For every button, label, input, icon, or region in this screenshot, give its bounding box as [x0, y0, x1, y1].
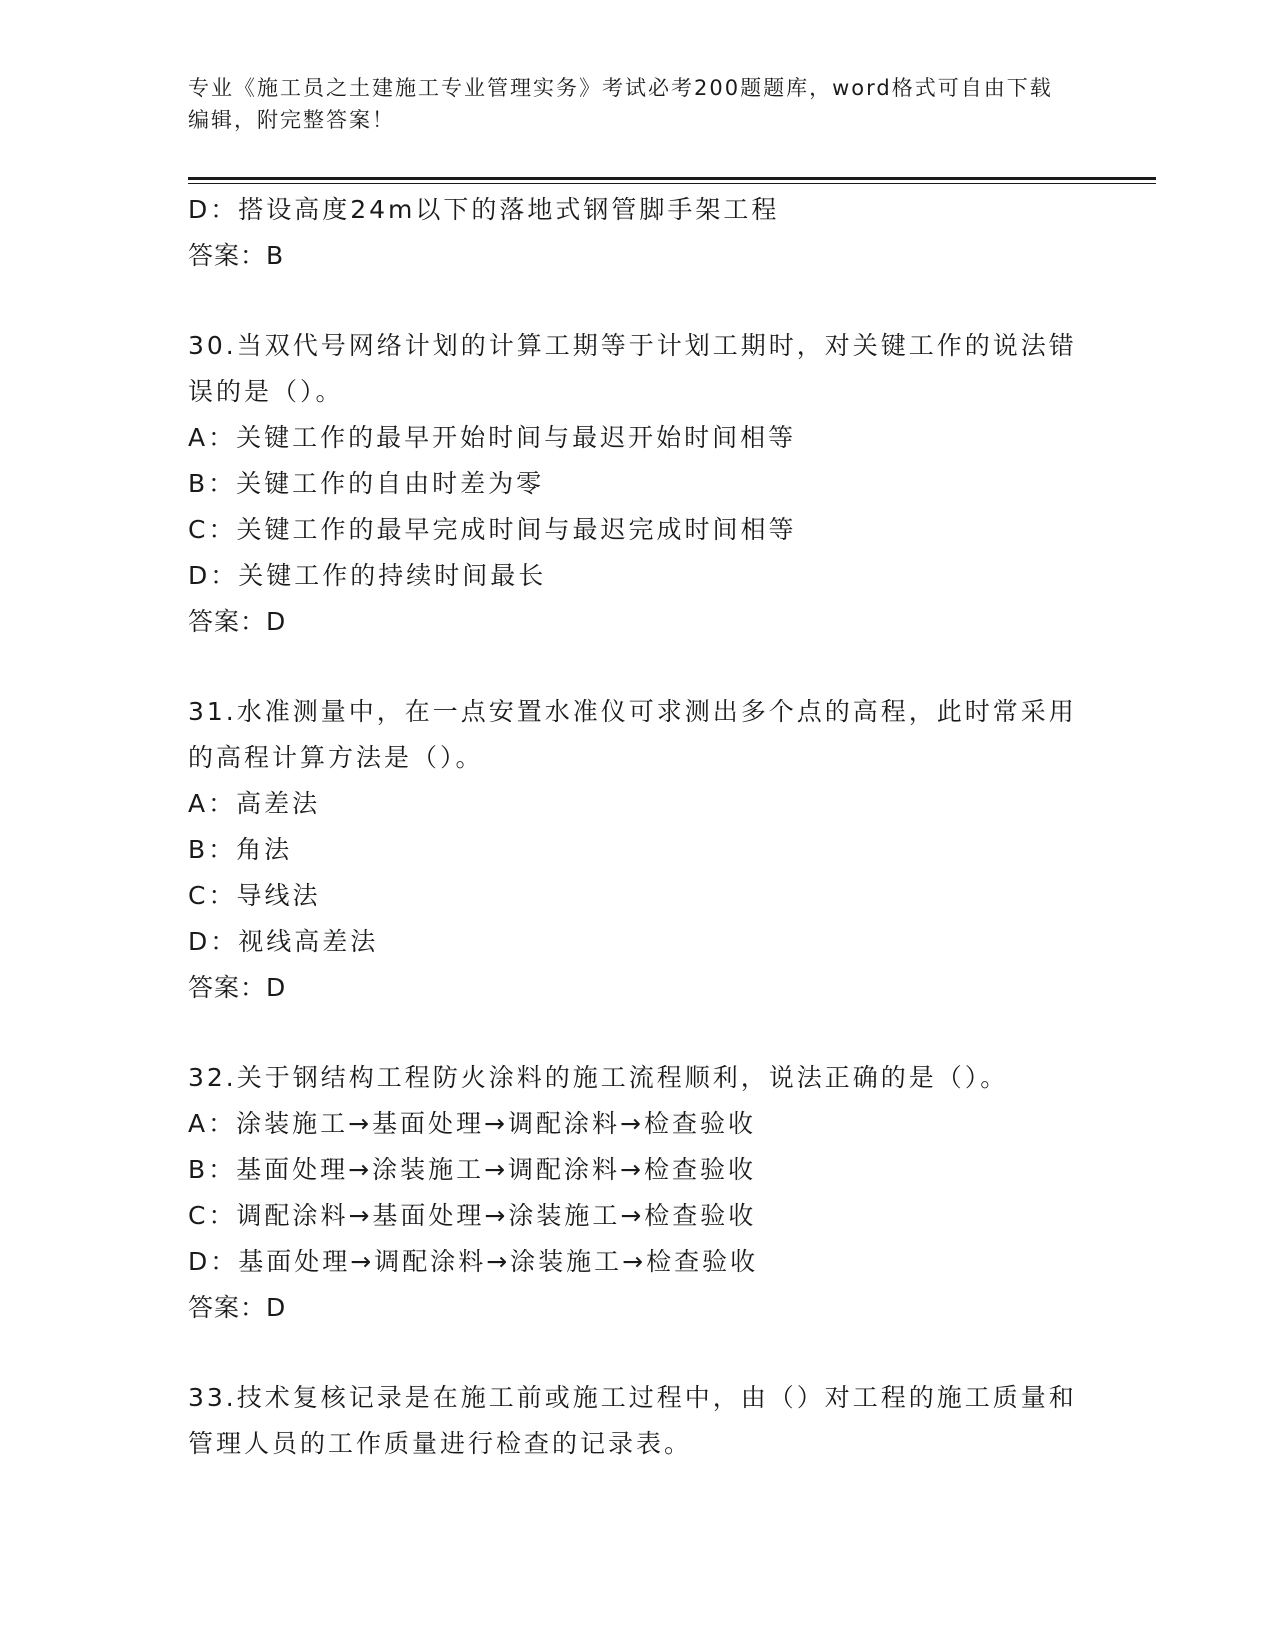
header-rule-thick: [188, 177, 1156, 180]
question-stem: 32.关于钢结构工程防火涂料的施工流程顺利，说法正确的是（）。: [188, 1063, 1009, 1092]
question-stem: 30.当双代号网络计划的计算工期等于计划工期时，对关键工作的说法错误的是（）。: [188, 331, 1077, 406]
answer: 答案：D: [188, 607, 287, 636]
option-d: D：搭设高度24m以下的落地式钢管脚手架工程: [188, 195, 780, 224]
document-body: [188, 187, 1088, 1467]
question-stem: 33.技术复核记录是在施工前或施工过程中，由（）对工程的施工质量和管理人员的工作质量进行检查的记录表。: [188, 1383, 1077, 1458]
answer: 答案：D: [188, 1293, 287, 1322]
spacer: [188, 1331, 1088, 1375]
option-d: D：视线高差法: [188, 927, 379, 956]
document-header: 专业《施工员之土建施工专业管理实务》考试必考200题题库，word格式可自由下载编辑，附完整答案！: [188, 76, 1053, 132]
option-c: C：关键工作的最早完成时间与最迟完成时间相等: [188, 515, 797, 544]
answer: 答案：D: [188, 973, 287, 1002]
header-rule-thin: [188, 183, 1156, 184]
question-33: [188, 1375, 1088, 1467]
option-c: C：导线法: [188, 881, 321, 910]
option-d: D：关键工作的持续时间最长: [188, 561, 547, 590]
option-c: C：调配涂料→基面处理→涂装施工→检查验收: [188, 1201, 757, 1230]
option-a: A：涂装施工→基面处理→调配涂料→检查验收: [188, 1109, 756, 1138]
answer: 答案：B: [188, 241, 285, 270]
option-b: B：基面处理→涂装施工→调配涂料→检查验收: [188, 1155, 756, 1184]
spacer: [188, 1011, 1088, 1055]
question-stem: 31.水准测量中，在一点安置水准仪可求测出多个点的高程，此时常采用的高程计算方法是（）。: [188, 697, 1077, 772]
question-31: [188, 689, 1088, 1011]
question-32: [188, 1055, 1088, 1331]
option-a: A：高差法: [188, 789, 321, 818]
option-a: A：关键工作的最早开始时间与最迟开始时间相等: [188, 423, 797, 452]
option-b: B：关键工作的自由时差为零: [188, 469, 545, 498]
option-b: B：角法: [188, 835, 293, 864]
spacer: [188, 645, 1088, 689]
option-d: D：基面处理→调配涂料→涂装施工→检查验收: [188, 1247, 759, 1276]
spacer: [188, 279, 1088, 323]
question-30: [188, 323, 1088, 645]
